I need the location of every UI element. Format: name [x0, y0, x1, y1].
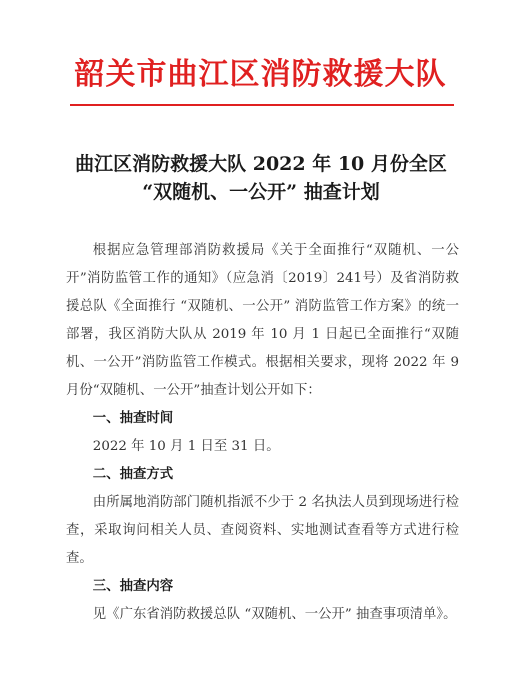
masthead-divider — [70, 104, 454, 106]
document-title — [60, 150, 462, 206]
section-text-time: 2022 年 10 月 1 日至 31 日。 — [92, 439, 280, 454]
section-heading-time: 一、抽查时间 — [92, 411, 174, 426]
intro-paragraph: 根据应急管理部消防救援局《关于全面推行“双随机、一公开”消防监管工作的通知》（应急消〔2019〕241号）及省消防救援总队《全面推行 “双随机、一公开” 消防监管工作方案》的统一部署，我区消防大队从 2019 年 10 月 1 日起已全面推行“双随机、一公开”消防监管工作模式。根据相关要求，现将 2022 年 9 月份“双随机、一公开”抽查计划公开如下： — [66, 243, 459, 398]
document-title-line-2: “双随机、一公开” 抽查计划 — [142, 181, 380, 203]
section-heading-content: 三、抽查内容 — [92, 579, 174, 594]
section-text-content: 见《广东省消防救援总队 “双随机、一公开” 抽查事项清单》。 — [92, 607, 457, 622]
masthead-title: 韶关市曲江区消防救援大队 — [74, 57, 447, 92]
document-body — [66, 237, 459, 629]
section-heading-method: 二、抽查方式 — [92, 467, 174, 482]
section-text-method: 由所属地消防部门随机指派不少于 2 名执法人员到现场进行检查，采取询问相关人员、查阅资料、实地测试查看等方式进行检查。 — [66, 495, 459, 566]
document-title-line-1: 曲江区消防救援大队 2022 年 10 月份全区 — [75, 153, 447, 175]
